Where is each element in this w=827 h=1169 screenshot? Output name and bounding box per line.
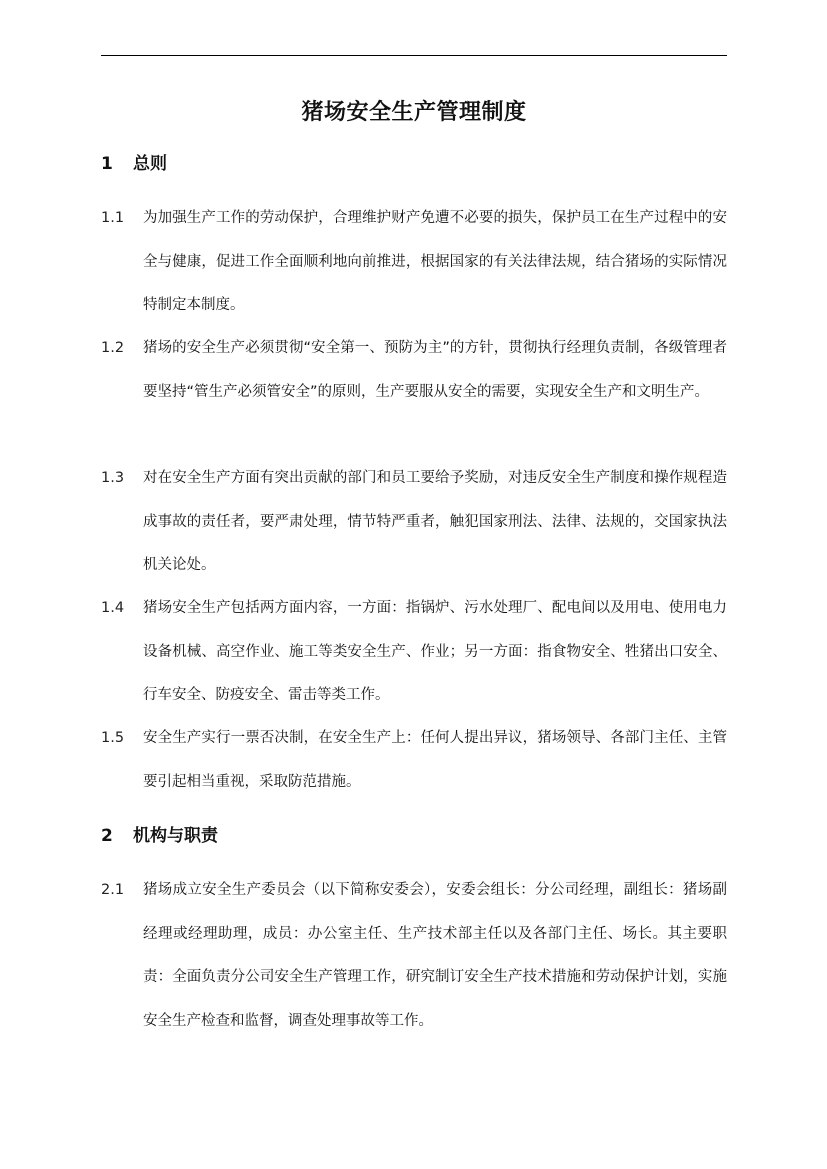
clause-number: 1.5 [101,730,125,746]
clause-1-1 [101,197,727,328]
section-heading-2 [101,824,218,848]
clause-number: 1.2 [101,340,125,356]
document-title: 猪场安全生产管理制度 [301,100,527,125]
clause-1-2 [101,327,727,414]
header-rule [101,55,727,56]
section-number: 1 [101,154,113,174]
clause-1-5 [101,717,727,804]
clause-number: 1.3 [101,470,125,486]
clause-text: 猪场安全生产包括两方面内容，一方面：指锅炉、污水处理厂、配电间以及用电、使用电力设备机械、高空作业、施工等类安全生产、作业；另一方面：指食物安全、牲猪出口安全、行车安全、防疫安全、雷击等类工作。 [143,600,727,703]
clause-text: 猪场的安全生产必须贯彻“安全第一、预防为主”的方针，贯彻执行经理负责制，各级管理者要坚持“管生产必须管安全”的原则，生产要服从安全的需要，实现安全生产和文明生产。 [143,340,727,400]
clause-number: 2.1 [101,882,125,898]
section-title: 机构与职责 [133,826,218,846]
clause-1-3 [101,457,727,588]
clause-text: 猪场成立安全生产委员会（以下简称安委会），安委会组长：分公司经理，副组长：猪场副经理或经理助理，成员：办公室主任、生产技术部主任以及各部门主任、场长。其主要职责：全面负责分公司安全生产管理工作，研究制订安全生产技术措施和劳动保护计划，实施安全生产检查和监督，调查处理事故等工作。 [143,882,727,1029]
clause-number: 1.4 [101,600,125,616]
section-number: 2 [101,826,113,846]
clause-number: 1.1 [101,210,125,226]
clause-text: 安全生产实行一票否决制，在安全生产上：任何人提出异议，猪场领导、各部门主任、主管要引起相当重视，采取防范措施。 [143,730,727,790]
clause-1-4 [101,587,727,718]
section-title: 总则 [133,154,167,174]
section-heading-1 [101,152,167,176]
clause-text: 为加强生产工作的劳动保护，合理维护财产免遭不必要的损失，保护员工在生产过程中的安全与健康，促进工作全面顺利地向前推进，根据国家的有关法律法规，结合猪场的实际情况特制定本制度。 [143,210,727,313]
clause-text: 对在安全生产方面有突出贡献的部门和员工要给予奖励，对违反安全生产制度和操作规程造成事故的责任者，要严肃处理，情节特严重者，触犯国家刑法、法律、法规的，交国家执法机关论处。 [143,470,727,573]
clause-2-1 [101,869,727,1043]
